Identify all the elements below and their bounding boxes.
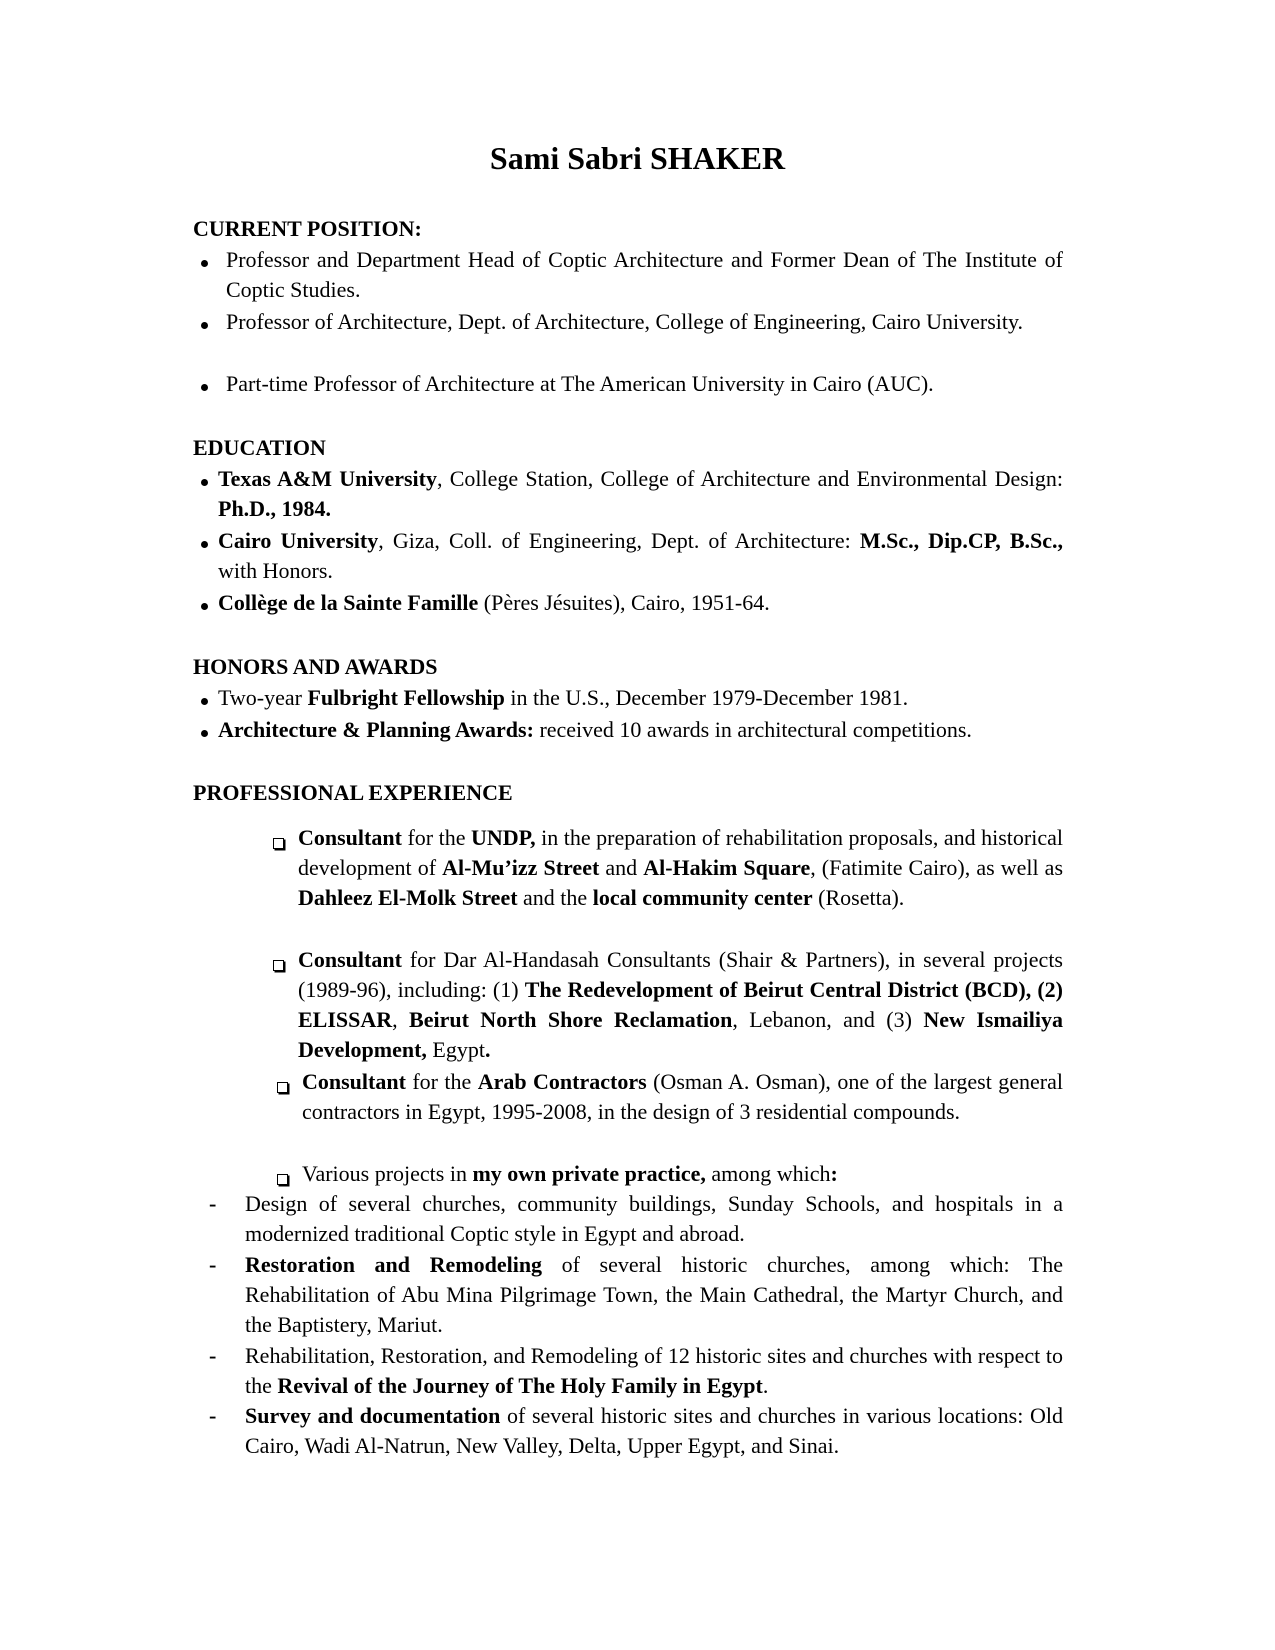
text-run: Professor and Department Head of Coptic Architecture and Former Dean of The Institute of Coptic Studies.	[226, 247, 1063, 302]
bold-text-run: Consultant	[302, 1069, 406, 1094]
experience-item	[298, 823, 1063, 913]
bold-text-run: Texas A&M University	[218, 466, 437, 491]
dash-bullet-icon: -	[209, 1343, 217, 1368]
bullet-dot-icon	[201, 730, 208, 737]
bold-text-run: Fulbright Fellowship	[307, 685, 505, 710]
bold-text-run: Cairo University	[218, 528, 379, 553]
bold-text-run: M.Sc., Dip.CP, B.Sc.,	[859, 528, 1064, 553]
education-item	[218, 526, 1063, 586]
checkbox-bullet-icon	[273, 960, 284, 971]
checkbox-bullet-icon	[273, 838, 284, 849]
text-run: , College Station, College of Architecture and Environmental Design:	[436, 466, 1064, 491]
checkbox-bullet-icon	[277, 1174, 288, 1185]
text-run: .	[762, 1373, 769, 1398]
bold-text-run: local community center	[592, 885, 813, 910]
honors-item	[218, 715, 1063, 745]
bullet-dot-icon	[201, 603, 208, 610]
text-run: Part-time Professor of Architecture at The American University in Cairo (AUC).	[226, 371, 934, 396]
bold-text-run: Dahleez El-Molk Street	[298, 885, 518, 910]
experience-item	[298, 945, 1063, 1065]
bold-text-run: Architecture & Planning Awards:	[218, 717, 534, 742]
text-run: , Giza, Coll. of Engineering, Dept. of Architecture:	[378, 528, 860, 553]
bold-text-run: Consultant	[298, 825, 402, 850]
bold-text-run: UNDP,	[471, 825, 536, 850]
text-run: Design of several churches, community buildings, Sunday Schools, and hospitals in a modernized traditional Coptic style in Egypt and abroad.	[245, 1191, 1063, 1246]
bold-text-run: my own private practice,	[472, 1161, 706, 1186]
current-position-item	[226, 369, 1063, 399]
text-run: received 10 awards in architectural competitions.	[533, 717, 972, 742]
text-run: in the preparation of rehabilitation proposals, and historical development of	[298, 825, 1063, 880]
text-run: (Pères Jésuites), Cairo, 1951-64.	[478, 590, 770, 615]
bold-text-run: .	[484, 1037, 491, 1062]
text-run: among which	[705, 1161, 831, 1186]
education-heading: EDUCATION	[193, 435, 326, 460]
text-run: (Osman A. Osman), one of the largest general contractors in Egypt, 1995-2008, in the design of 3 residential compounds.	[302, 1069, 1063, 1124]
bullet-dot-icon	[201, 479, 208, 486]
bullet-dot-icon	[201, 384, 208, 391]
bold-text-run: Survey and documentation	[245, 1403, 501, 1428]
text-run: in the U.S., December 1979-December 1981.	[504, 685, 909, 710]
experience-subitem	[245, 1189, 1063, 1249]
bullet-dot-icon	[201, 260, 208, 267]
text-run: for the	[401, 825, 472, 850]
text-run: Egypt	[426, 1037, 485, 1062]
bold-text-run: Al-Mu’izz Street	[442, 855, 600, 880]
current-position-heading: CURRENT POSITION:	[193, 216, 422, 241]
bullet-dot-icon	[201, 541, 208, 548]
text-run: (Rosetta).	[812, 885, 905, 910]
bold-text-run: :	[830, 1161, 838, 1186]
text-run: of several historic sites and churches in various locations: Old Cairo, Wadi Al-Natrun, New Valley, Delta, Upper Egypt, and Sinai.	[245, 1403, 1063, 1458]
text-run: with Honors.	[218, 558, 333, 583]
bold-text-run: New Ismailiya Development,	[298, 1007, 1064, 1062]
current-position-item	[226, 307, 1063, 337]
text-run: for the	[405, 1069, 478, 1094]
experience-item	[302, 1067, 1063, 1127]
dash-bullet-icon: -	[209, 1191, 217, 1216]
text-run: and the	[517, 885, 593, 910]
text-run: ,	[392, 1007, 410, 1032]
bold-text-run: The Redevelopment of Beirut Central District (BCD), (2) ELISSAR	[298, 977, 1063, 1032]
dash-bullet-icon: -	[209, 1403, 217, 1428]
bold-text-run: Restoration and Remodeling	[245, 1252, 543, 1277]
experience-subitem	[245, 1341, 1063, 1401]
experience-item	[302, 1159, 1063, 1189]
text-run: , Lebanon, and (3)	[732, 1007, 924, 1032]
bullet-dot-icon	[201, 698, 208, 705]
bullet-dot-icon	[201, 322, 208, 329]
bold-text-run: Ph.D., 1984.	[218, 496, 332, 521]
experience-subitem	[245, 1250, 1063, 1340]
bold-text-run: Beirut North Shore Reclamation	[409, 1007, 733, 1032]
text-run: Professor of Architecture, Dept. of Architecture, College of Engineering, Cairo University.	[226, 309, 1024, 334]
education-item	[218, 588, 1063, 618]
text-run: and	[599, 855, 644, 880]
education-item	[218, 464, 1063, 524]
honors-item	[218, 683, 1063, 713]
checkbox-bullet-icon	[277, 1082, 288, 1093]
text-run: Rehabilitation, Restoration, and Remodeling of 12 historic sites and churches with respect to the	[245, 1343, 1063, 1398]
experience-subitem	[245, 1401, 1063, 1461]
person-name: Sami Sabri SHAKER	[489, 140, 786, 176]
text-run: Two-year	[218, 685, 308, 710]
dash-bullet-icon: -	[209, 1252, 217, 1277]
text-run: for Dar Al-Handasah Consultants (Shair & Partners), in several projects (1989-96), including: (1)	[298, 947, 1063, 1002]
bold-text-run: Collège de la Sainte Famille	[218, 590, 479, 615]
honors-heading: HONORS AND AWARDS	[193, 654, 438, 679]
experience-heading: PROFESSIONAL EXPERIENCE	[193, 780, 513, 805]
bold-text-run: Revival of the Journey of The Holy Family in Egypt	[277, 1373, 763, 1398]
current-position-item	[226, 245, 1063, 305]
text-run: , (Fatimite Cairo), as well as	[810, 855, 1064, 880]
bold-text-run: Arab Contractors	[477, 1069, 647, 1094]
text-run: of several historic churches, among which: The Rehabilitation of Abu Mina Pilgrimage Town, the Main Cathedral, the Martyr Church, and the Baptistery, Mariut.	[245, 1252, 1063, 1337]
bold-text-run: Consultant	[298, 947, 402, 972]
text-run: Various projects in	[302, 1161, 473, 1186]
bold-text-run: Al-Hakim Square	[643, 855, 811, 880]
